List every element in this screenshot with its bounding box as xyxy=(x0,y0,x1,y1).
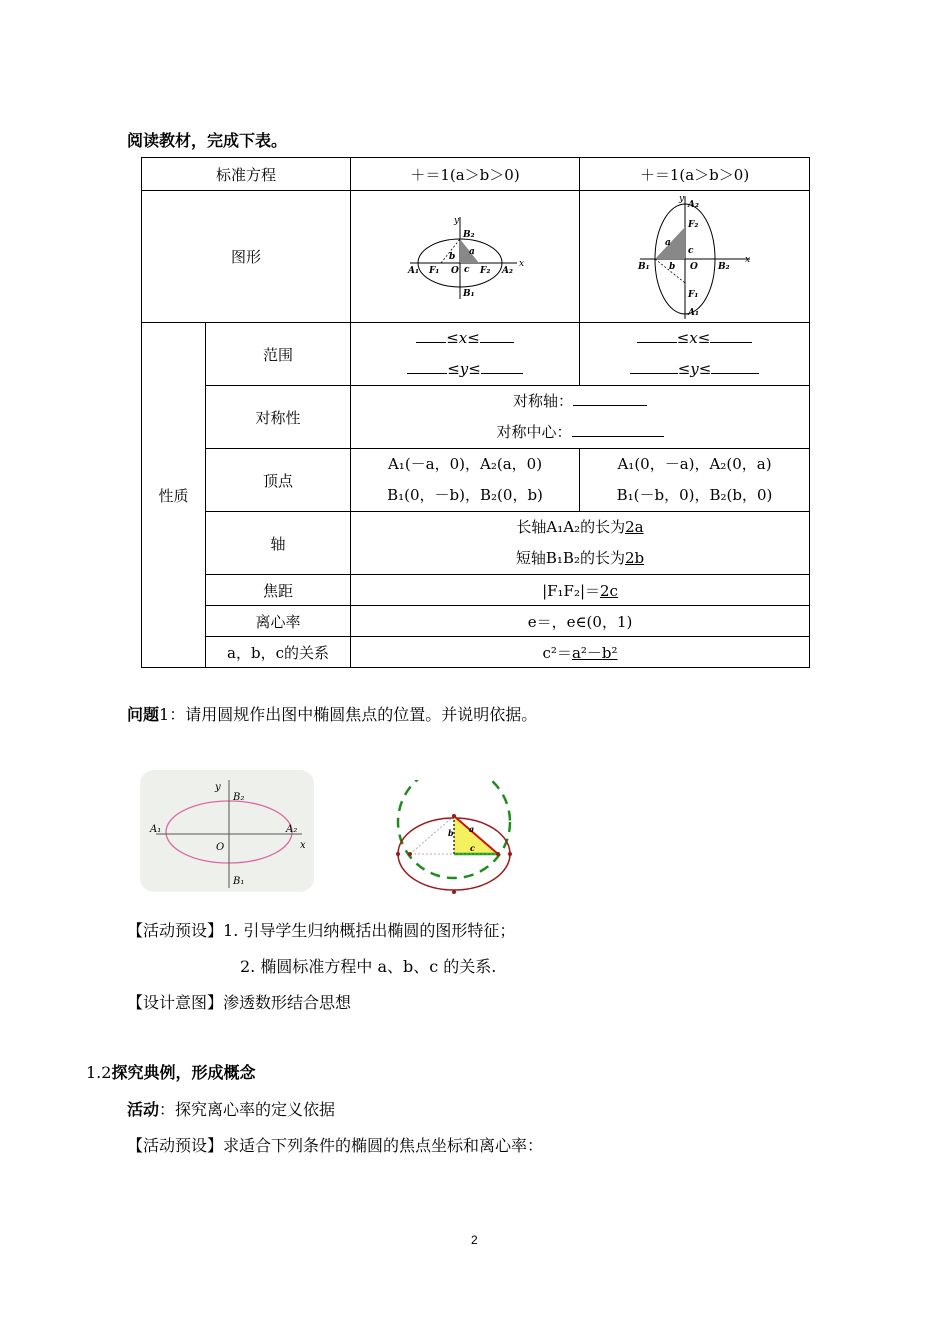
range1-a: ≤x≤ xyxy=(446,329,480,347)
fig2-y: y xyxy=(678,193,684,204)
vertex1-a: A₁(－a，0)，A₂(a，0) xyxy=(387,455,543,473)
range-vertical xyxy=(580,323,810,386)
relation-cell xyxy=(351,637,810,668)
equation-horizontal: ＋＝1(a＞b＞0) xyxy=(351,158,580,191)
header-label: 标准方程 xyxy=(142,158,351,191)
table-row xyxy=(142,191,810,323)
activity1-item2: 2. 椭圆标准方程中 a、b、c 的关系. xyxy=(240,957,497,976)
green-b: b xyxy=(448,828,454,838)
activity3-tag: 【活动预设】 xyxy=(127,1136,224,1155)
design-tag: 【设计意图】 xyxy=(127,993,224,1012)
figure-label: 图形 xyxy=(142,191,351,323)
section-number: 1.2 xyxy=(86,1063,112,1082)
axis-cell xyxy=(351,512,810,575)
section-title: 探究典例，形成概念 xyxy=(111,1063,256,1082)
axis-short-value: 2b xyxy=(624,549,645,567)
vertex-label: 顶点 xyxy=(206,449,351,512)
intro-heading: 阅读教材，完成下表。 xyxy=(127,131,288,150)
design-text: 渗透数形结合思想 xyxy=(223,993,352,1012)
photo-A1: A₁ xyxy=(150,824,162,835)
range-horizontal xyxy=(351,323,580,386)
photo-O: O xyxy=(216,842,225,853)
figure-vertical-cell xyxy=(580,191,810,323)
vertical-ellipse-figure xyxy=(635,193,755,321)
properties-table xyxy=(141,157,810,668)
activity-preset-1 xyxy=(127,918,515,941)
compass-construction-figure xyxy=(392,780,518,896)
table-row xyxy=(142,158,810,191)
focal-value-answer: 2c xyxy=(600,581,618,600)
axis-long-value: 2a xyxy=(625,518,644,536)
ellipse-photo-figure xyxy=(140,770,314,892)
fig2-x: x xyxy=(744,254,750,265)
focal-cell xyxy=(351,575,810,606)
properties-label: 性质 xyxy=(142,323,206,668)
photo-y: y xyxy=(215,782,221,793)
relation-label: a，b，c的关系 xyxy=(206,637,351,668)
design-intent xyxy=(127,990,351,1013)
photo-B2: B₂ xyxy=(233,792,245,803)
vertex2-b: B₁(－b，0)，B₂(b，0) xyxy=(616,486,773,504)
fig1-b: b xyxy=(449,251,456,262)
axis-label: 轴 xyxy=(206,512,351,575)
range2-b: ≤y≤ xyxy=(677,360,712,378)
table-row xyxy=(142,637,810,668)
axis-long: 长轴A₁A₂的长为 xyxy=(516,518,626,536)
fig2-B1: B₁ xyxy=(637,261,650,272)
fig1-a: a xyxy=(469,246,475,257)
table-row xyxy=(142,512,810,575)
horizontal-ellipse-figure xyxy=(405,211,525,303)
fig2-c: c xyxy=(687,245,693,256)
fig1-B1: B₁ xyxy=(463,288,475,299)
green-c: c xyxy=(470,843,475,853)
relation-value: c²＝ xyxy=(542,643,572,662)
table-row xyxy=(142,606,810,637)
vertex-horizontal xyxy=(351,449,580,512)
activity2-text: ：探究离心率的定义依据 xyxy=(159,1100,336,1119)
fig1-x: x xyxy=(519,258,525,269)
green-a: a xyxy=(469,824,475,834)
activity1-tag: 【活动预设】 xyxy=(127,921,224,940)
question-text: 请用圆规作出图中椭圆焦点的位置。并说明依据。 xyxy=(185,705,538,724)
activity-preset-2 xyxy=(127,1133,543,1156)
fig1-F2: F₂ xyxy=(480,265,491,276)
section-heading xyxy=(86,1060,255,1083)
fig2-A1: A₁ xyxy=(687,307,699,318)
fig1-A2: A₂ xyxy=(502,265,513,276)
equation-vertical: ＋＝1(a＞b＞0) xyxy=(580,158,810,191)
symmetry-axis: 对称轴： xyxy=(513,392,574,410)
eccentricity-label: 离心率 xyxy=(206,606,351,637)
symmetry-center: 对称中心： xyxy=(496,423,572,441)
question-label: 问题 xyxy=(127,705,160,724)
question-1 xyxy=(127,702,537,725)
fig2-A2: A₂ xyxy=(687,199,699,210)
range1-b: ≤y≤ xyxy=(447,360,481,378)
fig1-y: y xyxy=(454,215,460,226)
photo-A2: A₂ xyxy=(286,824,298,835)
fig2-b: b xyxy=(668,261,675,272)
vertex2-a: A₁(0，－a)，A₂(0，a) xyxy=(617,455,772,473)
table-row xyxy=(142,386,810,449)
symmetry-label: 对称性 xyxy=(206,386,351,449)
figure-horizontal-cell xyxy=(351,191,580,323)
activity1-item1: 1. 引导学生归纳概括出椭圆的图形特征； xyxy=(223,921,516,940)
vertex-vertical xyxy=(580,449,810,512)
table-row xyxy=(142,449,810,512)
range-label: 范围 xyxy=(206,323,351,386)
axis-short: 短轴B₁B₂的长为 xyxy=(515,549,625,567)
fig1-O: O xyxy=(451,265,459,276)
fig2-a: a xyxy=(664,237,671,248)
page-number: 2 xyxy=(471,1233,478,1247)
focal-label: 焦距 xyxy=(206,575,351,606)
fig2-B2: B₂ xyxy=(717,261,730,272)
table-row xyxy=(142,323,810,386)
activity-2 xyxy=(127,1097,335,1120)
fig2-F2: F₂ xyxy=(687,219,698,230)
fig2-O: O xyxy=(689,261,698,272)
range2-a: ≤x≤ xyxy=(676,329,711,347)
relation-value-answer: a²－b² xyxy=(571,643,618,662)
fig2-F1: F₁ xyxy=(687,289,698,300)
activity2-label: 活动 xyxy=(127,1100,160,1119)
activity3-text: 求适合下列条件的椭圆的焦点坐标和离心率： xyxy=(223,1136,544,1155)
fig1-B2: B₂ xyxy=(463,229,475,240)
photo-x: x xyxy=(300,840,306,851)
question-number: 1： xyxy=(159,705,186,724)
eccentricity-value: e＝，e∈(0，1) xyxy=(351,606,810,637)
vertex1-b: B₁(0，－b)，B₂(0，b) xyxy=(387,486,543,504)
focal-value: |F₁F₂|＝ xyxy=(542,581,601,600)
photo-B1: B₁ xyxy=(233,876,245,887)
table-row xyxy=(142,575,810,606)
symmetry-cell xyxy=(351,386,810,449)
fig1-F1: F₁ xyxy=(429,265,440,276)
fig1-c: c xyxy=(464,264,470,275)
fig1-A1: A₁ xyxy=(408,265,419,276)
